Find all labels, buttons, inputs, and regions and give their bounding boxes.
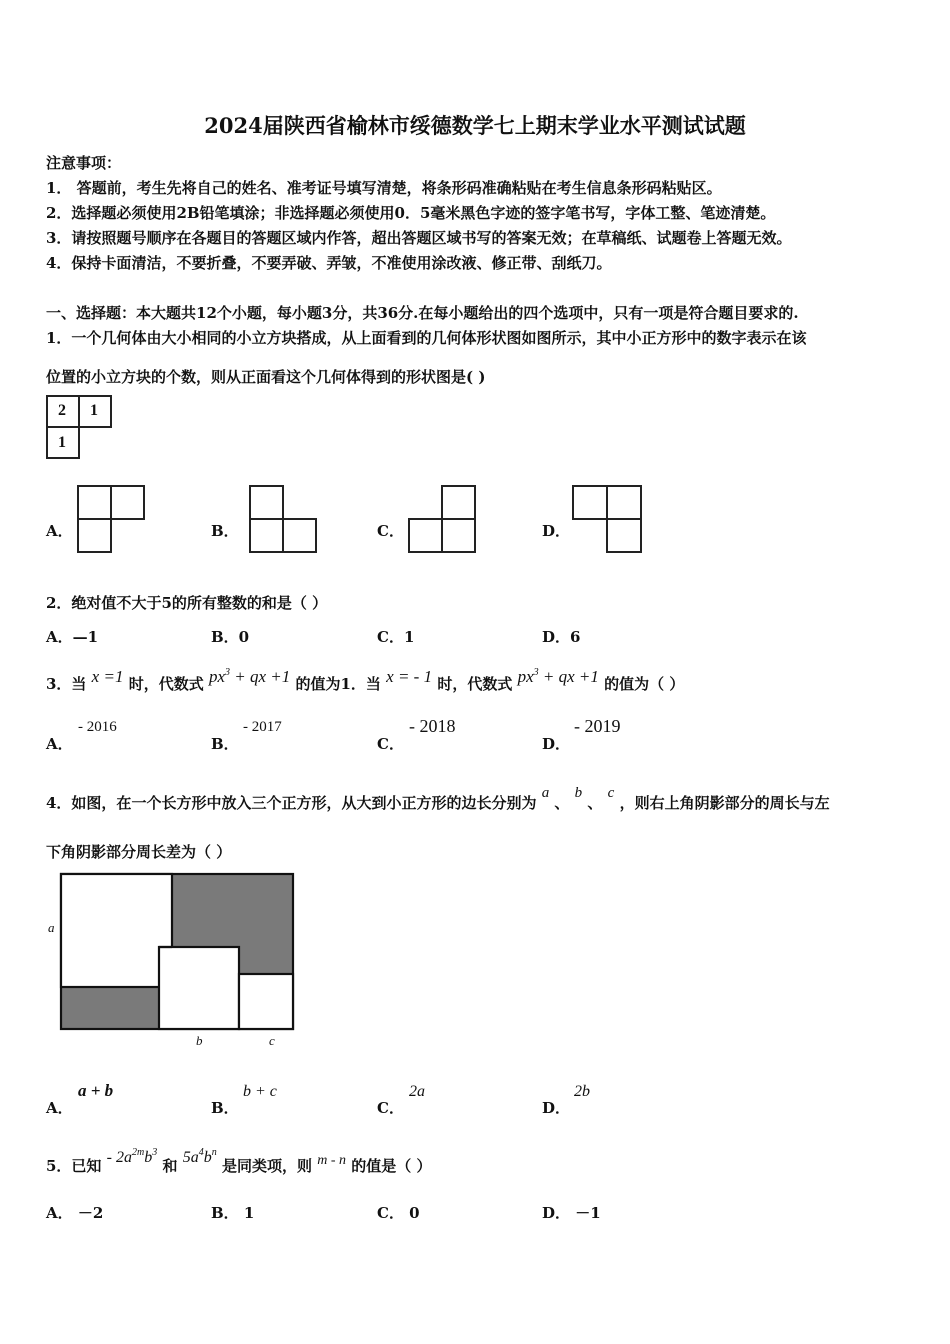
polynomial-expression: $px^3$ + qx +1 bbox=[517, 667, 599, 686]
condition-x-equals-minus-1: x = - 1 bbox=[386, 667, 433, 686]
notice-item: 4．保持卡面清洁，不要折叠，不要弄破、弄皱，不准使用涂改液、修正带、刮纸刀。 bbox=[46, 254, 612, 272]
option-c-label: C． bbox=[377, 735, 404, 753]
question-4-text: 下角阴影部分周长差为（ ） bbox=[46, 843, 232, 861]
section-heading: 一、选择题：本大题共12个小题，每小题3分，共36分.在每小题给出的四个选项中，只有一项是符合题目要求的. bbox=[46, 304, 799, 322]
option-c-label: C． bbox=[377, 1099, 404, 1117]
option-a-value: a + b bbox=[78, 1081, 114, 1100]
option-c-figure bbox=[407, 484, 477, 554]
option-d: D． －1 bbox=[542, 1204, 601, 1222]
option-c-label: C． bbox=[377, 522, 404, 540]
question-1-text: 位置的小立方块的个数，则从正面看这个几何体得到的形状图是( ) bbox=[46, 368, 486, 386]
option-d-value: 2b bbox=[574, 1083, 590, 1100]
option-c-value: 2a bbox=[409, 1083, 425, 1100]
notice-item: 3．请按照题号顺序在各题目的答题区域内作答，超出答题区域书写的答案无效；在草稿纸、试题卷上答题无效。 bbox=[46, 229, 792, 247]
term-2: $5a^4b^n$ bbox=[182, 1147, 217, 1166]
grid-cell-count: 2 bbox=[58, 402, 66, 419]
option-a-value: - 2016 bbox=[78, 719, 117, 735]
question-3-text: 3．当 x =1 时，代数式 $px^3$ + qx +1 的值为1．当 x = - 1 时，代数式 $px^3$ + qx +1 的值为（ ） bbox=[46, 667, 685, 693]
top-view-grid bbox=[45, 394, 115, 460]
option-a: A．—1 bbox=[46, 628, 99, 646]
option-b-figure bbox=[248, 484, 318, 554]
page-title: 2024届陕西省榆林市绥德数学七上期末学业水平测试试题 bbox=[204, 113, 746, 138]
option-d-label: D． bbox=[542, 1099, 571, 1117]
expression-m-minus-n: m - n bbox=[317, 1153, 346, 1168]
option-b-label: B． bbox=[211, 735, 239, 753]
question-5-text: 5．已知 - $2a^{2m}b^3$ 和 $5a^4b^n$ 是同类项，则 m - n 的值是（ ） bbox=[46, 1147, 432, 1175]
figure-label-c: c bbox=[269, 1033, 275, 1048]
option-b-label: B． bbox=[211, 1099, 239, 1117]
notice-heading: 注意事项： bbox=[46, 154, 122, 172]
option-a-label: A． bbox=[46, 735, 73, 753]
grid-cell-count: 1 bbox=[90, 402, 98, 419]
option-d-figure bbox=[571, 484, 643, 554]
grid-cell-count: 1 bbox=[58, 434, 66, 451]
term-1: - $2a^{2m}b^3$ bbox=[106, 1147, 158, 1166]
option-a: A． －2 bbox=[46, 1204, 104, 1222]
option-a-label: A． bbox=[46, 1099, 73, 1117]
figure-label-b: b bbox=[196, 1033, 203, 1048]
option-b: B．0 bbox=[211, 628, 250, 646]
figure-label-a: a bbox=[48, 920, 55, 935]
option-d: D．6 bbox=[542, 628, 581, 646]
question-1-text: 1．一个几何体由大小相同的小立方块搭成，从上面看到的几何体形状图如图所示，其中小正方形中的数字表示在该 bbox=[46, 329, 807, 347]
question-2-text: 2．绝对值不大于5的所有整数的和是（ ） bbox=[46, 594, 328, 612]
option-c: C． 0 bbox=[377, 1204, 420, 1222]
option-b-value: - 2017 bbox=[243, 719, 282, 735]
option-b-label: B． bbox=[211, 522, 239, 540]
notice-item: 1． 答题前，考生先将自己的姓名、准考证号填写清楚，将条形码准确粘贴在考生信息条形码粘贴区。 bbox=[46, 179, 722, 197]
option-b: B． 1 bbox=[211, 1204, 255, 1222]
option-a-label: A． bbox=[46, 522, 73, 540]
rectangle-squares-figure bbox=[58, 871, 298, 1033]
option-d-value: - 2019 bbox=[574, 716, 621, 736]
option-c: C．1 bbox=[377, 628, 415, 646]
option-b-value: b + c bbox=[243, 1083, 277, 1100]
notice-item: 2．选择题必须使用2B铅笔填涂；非选择题必须使用0．5毫米黑色字迹的签字笔书写，字体工整、笔迹清楚。 bbox=[46, 204, 776, 222]
polynomial-expression: $px^3$ + qx +1 bbox=[208, 667, 291, 686]
option-c-value: - 2018 bbox=[409, 716, 456, 736]
option-d-label: D． bbox=[542, 522, 571, 540]
option-d-label: D． bbox=[542, 735, 571, 753]
condition-x-equals-1: x =1 bbox=[91, 667, 124, 686]
question-4-text: 4．如图，在一个长方形中放入三个正方形，从大到小正方形的边长分别为 a 、 b 、 c ，则右上角阴影部分的周长与左 bbox=[46, 785, 830, 812]
option-a-figure bbox=[76, 484, 146, 554]
